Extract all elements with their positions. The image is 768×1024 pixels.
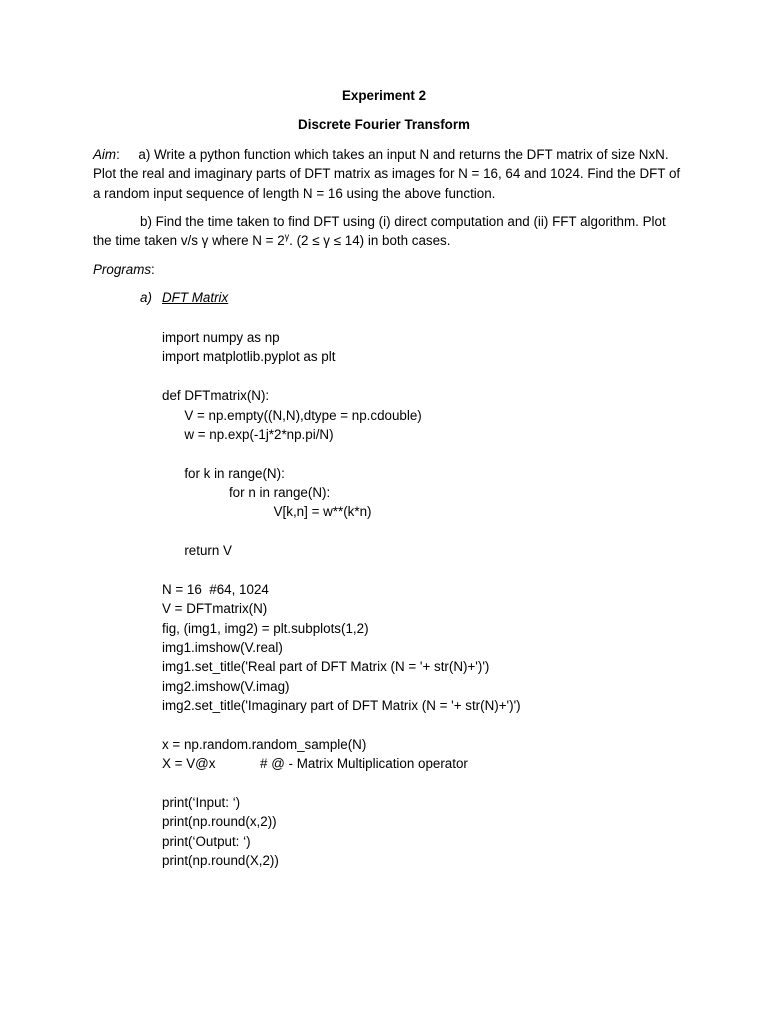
code-line <box>162 774 521 793</box>
code-line: for n in range(N): <box>162 485 331 500</box>
section-a-title: DFT Matrix <box>162 290 229 305</box>
code-line: print(‘Output: ‘) <box>162 833 251 849</box>
aim-a-text: a) Write a python function which takes an input N and returns the DFT matrix of size NxN. Plot the real and imaginary parts of DFT matrix as images for N = 16, 64 and 1024. Find the DFT of a random input sequence of length N = 16 using the above function. <box>93 147 681 201</box>
code-line <box>162 561 521 580</box>
code-line: print(‘Input: ‘) <box>162 795 241 810</box>
aim-b-superscript: γ <box>284 231 290 242</box>
aim-paragraph: Aim: a) Write a python function which takes an input N and returns the DFT matrix of size NxN. Plot the real and imaginary parts of DFT matrix as images for N = 16, 64 and 1024. Find the DFT of a random input sequence of length N = 16 using the above function. <box>93 147 681 201</box>
document-subtitle: Discrete Fourier Transform <box>298 117 470 132</box>
programs-heading: Programs: <box>93 262 155 277</box>
code-line <box>162 444 521 463</box>
code-line: fig, (img1, img2) = plt.subplots(1,2) <box>162 620 369 636</box>
code-line: w = np.exp(-1j*2*np.pi/N) <box>162 426 334 442</box>
code-line: print(np.round(X,2)) <box>162 853 279 869</box>
aim-label: Aim <box>93 147 117 162</box>
code-line: N = 16 #64, 1024 <box>162 581 269 597</box>
section-a-heading <box>140 290 228 305</box>
code-line: import matplotlib.pyplot as plt <box>162 349 336 365</box>
aim-b-text-after: . (2 ≤ γ ≤ 14) in both cases. <box>289 233 451 249</box>
code-line: img1.imshow(V.real) <box>162 640 283 655</box>
code-line: img2.set_title('Imaginary part of DFT Matrix (N = '+ str(N)+')') <box>162 698 521 714</box>
code-line: import numpy as np <box>162 330 280 345</box>
aim-b-text-before: b) Find the time taken to find DFT using (i) direct computation and (ii) FFT algorithm. Plot the time taken v/s γ where N = 2 <box>93 214 666 249</box>
code-line <box>162 367 521 386</box>
code-line: V[k,n] = w**(k*n) <box>162 504 372 520</box>
code-line: img2.imshow(V.imag) <box>162 678 290 694</box>
code-line: def DFTmatrix(N): <box>162 388 270 404</box>
document-title: Experiment 2 <box>341 88 427 103</box>
code-line: for k in range(N): <box>162 465 285 481</box>
programs-label: Programs <box>93 262 152 277</box>
code-line: print(np.round(x,2)) <box>162 814 277 830</box>
code-block <box>162 328 521 871</box>
aim-b-paragraph <box>93 212 683 251</box>
code-line <box>162 522 521 541</box>
code-line: img1.set_title('Real part of DFT Matrix (N = '+ str(N)+')') <box>162 659 490 675</box>
code-line: V = np.empty((N,N),dtype = np.cdouble) <box>162 407 422 423</box>
code-line: X = V@x # @ - Matrix Multiplication operator <box>162 756 468 772</box>
code-line: return V <box>162 543 232 559</box>
code-line: V = DFTmatrix(N) <box>162 601 268 617</box>
section-a-label: a) <box>140 290 152 305</box>
code-line <box>162 716 521 735</box>
code-line: x = np.random.random_sample(N) <box>162 736 367 752</box>
